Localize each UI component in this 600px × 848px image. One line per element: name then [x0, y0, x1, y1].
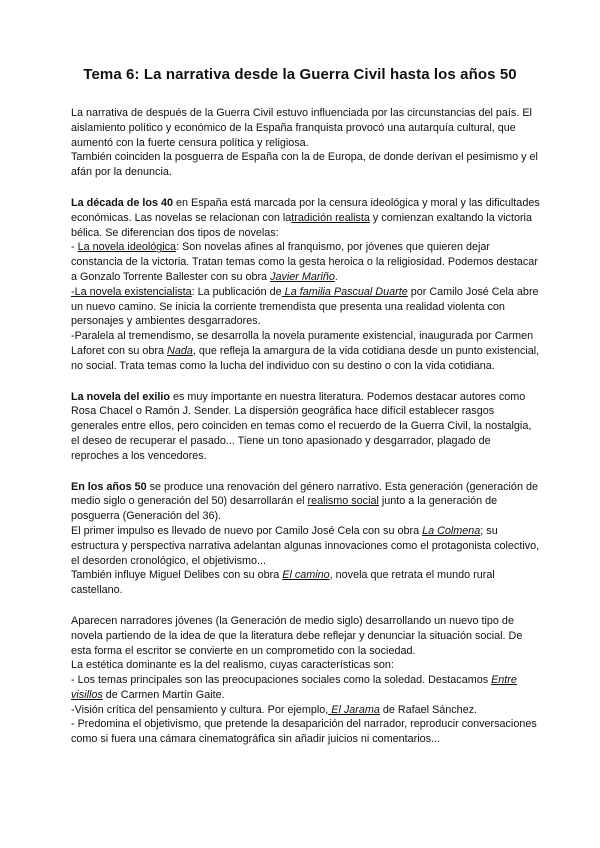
realismo-social-link: realismo social	[307, 495, 379, 508]
decada40-lead: La década de los 40	[71, 196, 174, 209]
caracteristica-item-1: - Los temas principales son las preocupaciones sociales como la soledad. Destacamos Entre visillos de Carmen Martín Gaite.	[71, 674, 517, 701]
cela-impulso-paragraph: El primer impulso es llevado de nuevo por Camilo José Cela con su obra La Colmena; su estructura y perspectiva narrativa adelantan algunas innovaciones como el protagonista colectivo, el desorden cronológico, el objetivismo...	[71, 524, 540, 567]
novela-ideologica-item: - La novela ideológica: Son novelas afines al franquismo, por jóvenes que quieren dejar constancia de la victoria. Tratan temas como la gesta heroica o la religiosidad. Podemos destacar a Gonzalo Torrente Ballester con su obra Javier Mariño.	[71, 241, 538, 283]
caracteristica-item-2: -Visión crítica del pensamiento y cultura. Por ejemplo, El Jarama de Rafael Sánchez.	[71, 703, 478, 716]
exilio-paragraph: La novela del exilio es muy importante en nuestra literatura. Podemos destacar autores como Rosa Chacel o Ramón J. Sender. La dispersión geográfica hace difícil establecer rasgos generales entre ellos, pero coinciden en temas como el recuerdo de la Guerra Civil, la nostalgia, el deseo de recuperar el pasado... Tiene un tono apasionado y desgarrador, plagado de reproches a los vencedores.	[71, 390, 532, 462]
exilio-lead: La novela del exilio	[71, 390, 171, 403]
novela-existencialista-item: -La novela existencialista: La publicación de La familia Pascual Duarte por Camilo José Cela abre un nuevo camino. Se inicia la corriente tremendista que presenta una realidad violenta con personajes y ambientes desgarradores.	[71, 285, 539, 328]
tradicion-realista-link: tradición realista	[291, 211, 370, 224]
la-colmena-title: La Colmena	[422, 524, 481, 537]
nada-title: Nada	[167, 344, 193, 357]
delibes-paragraph: También influye Miguel Delibes con su obra El camino, novela que retrata el mundo rural castellano.	[71, 569, 495, 597]
novela-ideologica-label: La novela ideológica	[77, 241, 177, 254]
caracteristica-item-3: - Predomina el objetivismo, que pretende la desaparición del narrador, reproducir conversaciones como si fuera una cámara cinematográfica sin añadir juicios ni comentarios...	[71, 718, 537, 746]
el-camino-title: El camino	[282, 569, 330, 582]
intro-paragraph-2: También coinciden la posguerra de España con la de Europa, de donde derivan el pesimismo y el afán por la denuncia.	[71, 151, 538, 179]
javier-marino-title: Javier Mariño	[270, 270, 335, 283]
novela-existencialista-label: -La novela existencialista	[71, 285, 192, 298]
el-jarama-title: El Jarama	[328, 703, 380, 716]
intro-paragraph: La narrativa de después de la Guerra Civil estuvo influenciada por las circunstancias del país. El aislamiento político y económico de la España franquista provocó una autarquía cultural, que aumentó con la fuerte censura política y religiosa.	[71, 107, 532, 149]
document-body	[71, 106, 541, 747]
decada40-paragraph: La década de los 40 en España está marcada por la censura ideológica y moral y las dificultades económicas. Las novelas se relacionan con latradición realista y comienzan exaltando la victoria bélica. Se diferencian dos tipos de novelas:	[71, 196, 540, 239]
jovenes-paragraph: Aparecen narradores jóvenes (la Generación de medio siglo) desarrollando un nuevo tipo de novela partiendo de la idea de que la literatura debe reflejar y denunciar la situación social. De esta forma el escritor se convierte en un comprometido con la sociedad.	[71, 614, 523, 657]
estetica-paragraph: La estética dominante es la del realismo, cuyas características son:	[71, 659, 394, 672]
page-title: Tema 6: La narrativa desde la Guerra Civil hasta los años 50	[83, 66, 517, 83]
anos50-lead: En los años 50	[71, 480, 147, 493]
entre-visillos-title: Entre visillos	[71, 674, 517, 701]
tremendismo-item: -Paralela al tremendismo, se desarrolla la novela puramente existencial, inaugurada por Carmen Laforet con su obra Nada, que refleja la amargura de la vida cotidiana desde un punto existencial, no social. Trata temas como la lucha del individuo con su destino o con la vida cotidiana.	[71, 330, 540, 372]
anos50-paragraph: En los años 50 se produce una renovación del género narrativo. Esta generación (generación de medio siglo o generación del 50) desarrollarán el realismo social junto a la generación de posguerra (Generación del 36).	[71, 480, 538, 523]
familia-pascual-duarte-title: La familia Pascual Duarte	[281, 285, 408, 298]
